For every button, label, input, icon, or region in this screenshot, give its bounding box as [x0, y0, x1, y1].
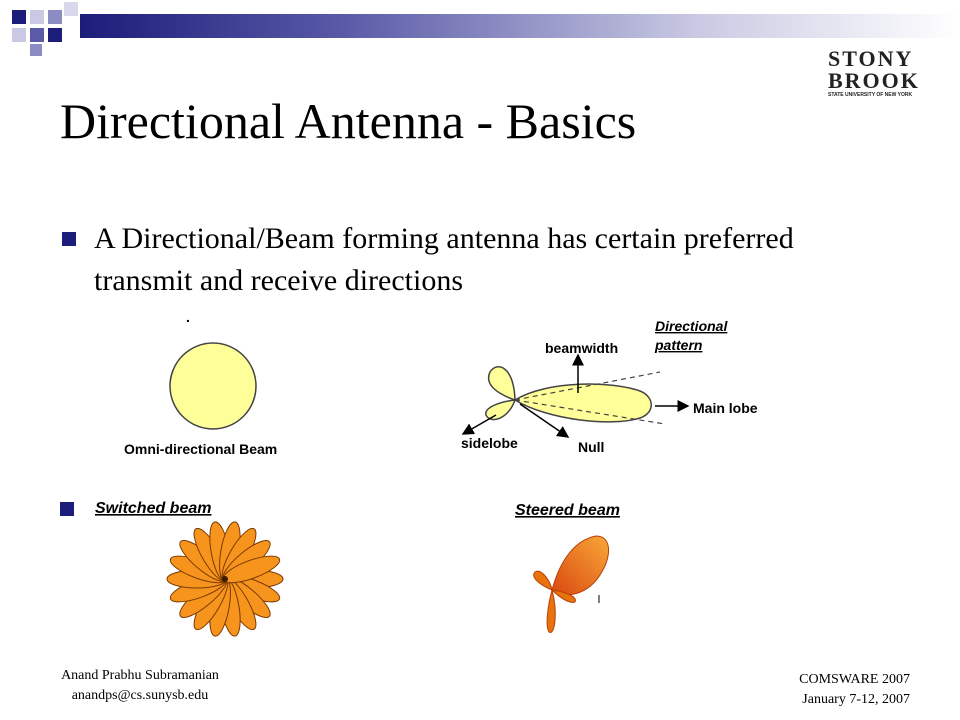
footer-dates: January 7-12, 2007 [802, 692, 910, 707]
steered-side-lobe-left [534, 571, 552, 590]
beamwidth-label: beamwidth [545, 340, 619, 356]
steered-main-lobe [552, 536, 609, 595]
switched-beam-center [222, 576, 228, 582]
sidelobe-arrow [463, 415, 496, 434]
null-label: Null [578, 439, 605, 455]
switched-beam-label: Switched beam [95, 500, 212, 517]
omni-label: Omni-directional Beam [124, 441, 278, 457]
lower-sidelobe-shape [486, 400, 515, 420]
steered-beam-pattern [534, 536, 609, 632]
stray-dot: . [186, 309, 190, 325]
steered-side-lobe-bottom [547, 590, 555, 632]
upper-sidelobe-shape [489, 367, 515, 400]
footer-email: anandps@cs.sunysb.edu [71, 688, 209, 703]
slide-title: Directional Antenna - Basics [60, 93, 637, 149]
directional-label-line2: pattern [655, 337, 703, 353]
main-lobe-label: Main lobe [693, 400, 758, 416]
directional-label-line1: Directional [655, 318, 728, 334]
footer-author-block [40, 666, 240, 706]
footer-conference-block [740, 670, 910, 710]
bullet-text: A Directional/Beam forming antenna has certain preferred transmit and receive directions [94, 222, 794, 297]
logo-line-1: STONY [828, 46, 914, 71]
logo-line-2: BROOK [828, 68, 920, 93]
footer-conference: COMSWARE 2007 [799, 672, 910, 687]
directional-pattern [463, 355, 688, 437]
logo-subtitle: STATE UNIVERSITY OF NEW YORK [828, 92, 913, 98]
steered-beam-label: Steered beam [515, 502, 620, 519]
switched-beam-flower [167, 520, 283, 637]
omni-beam-circle [170, 343, 256, 429]
footer-author: Anand Prabhu Subramanian [61, 668, 219, 683]
sidelobe-label: sidelobe [461, 435, 518, 451]
